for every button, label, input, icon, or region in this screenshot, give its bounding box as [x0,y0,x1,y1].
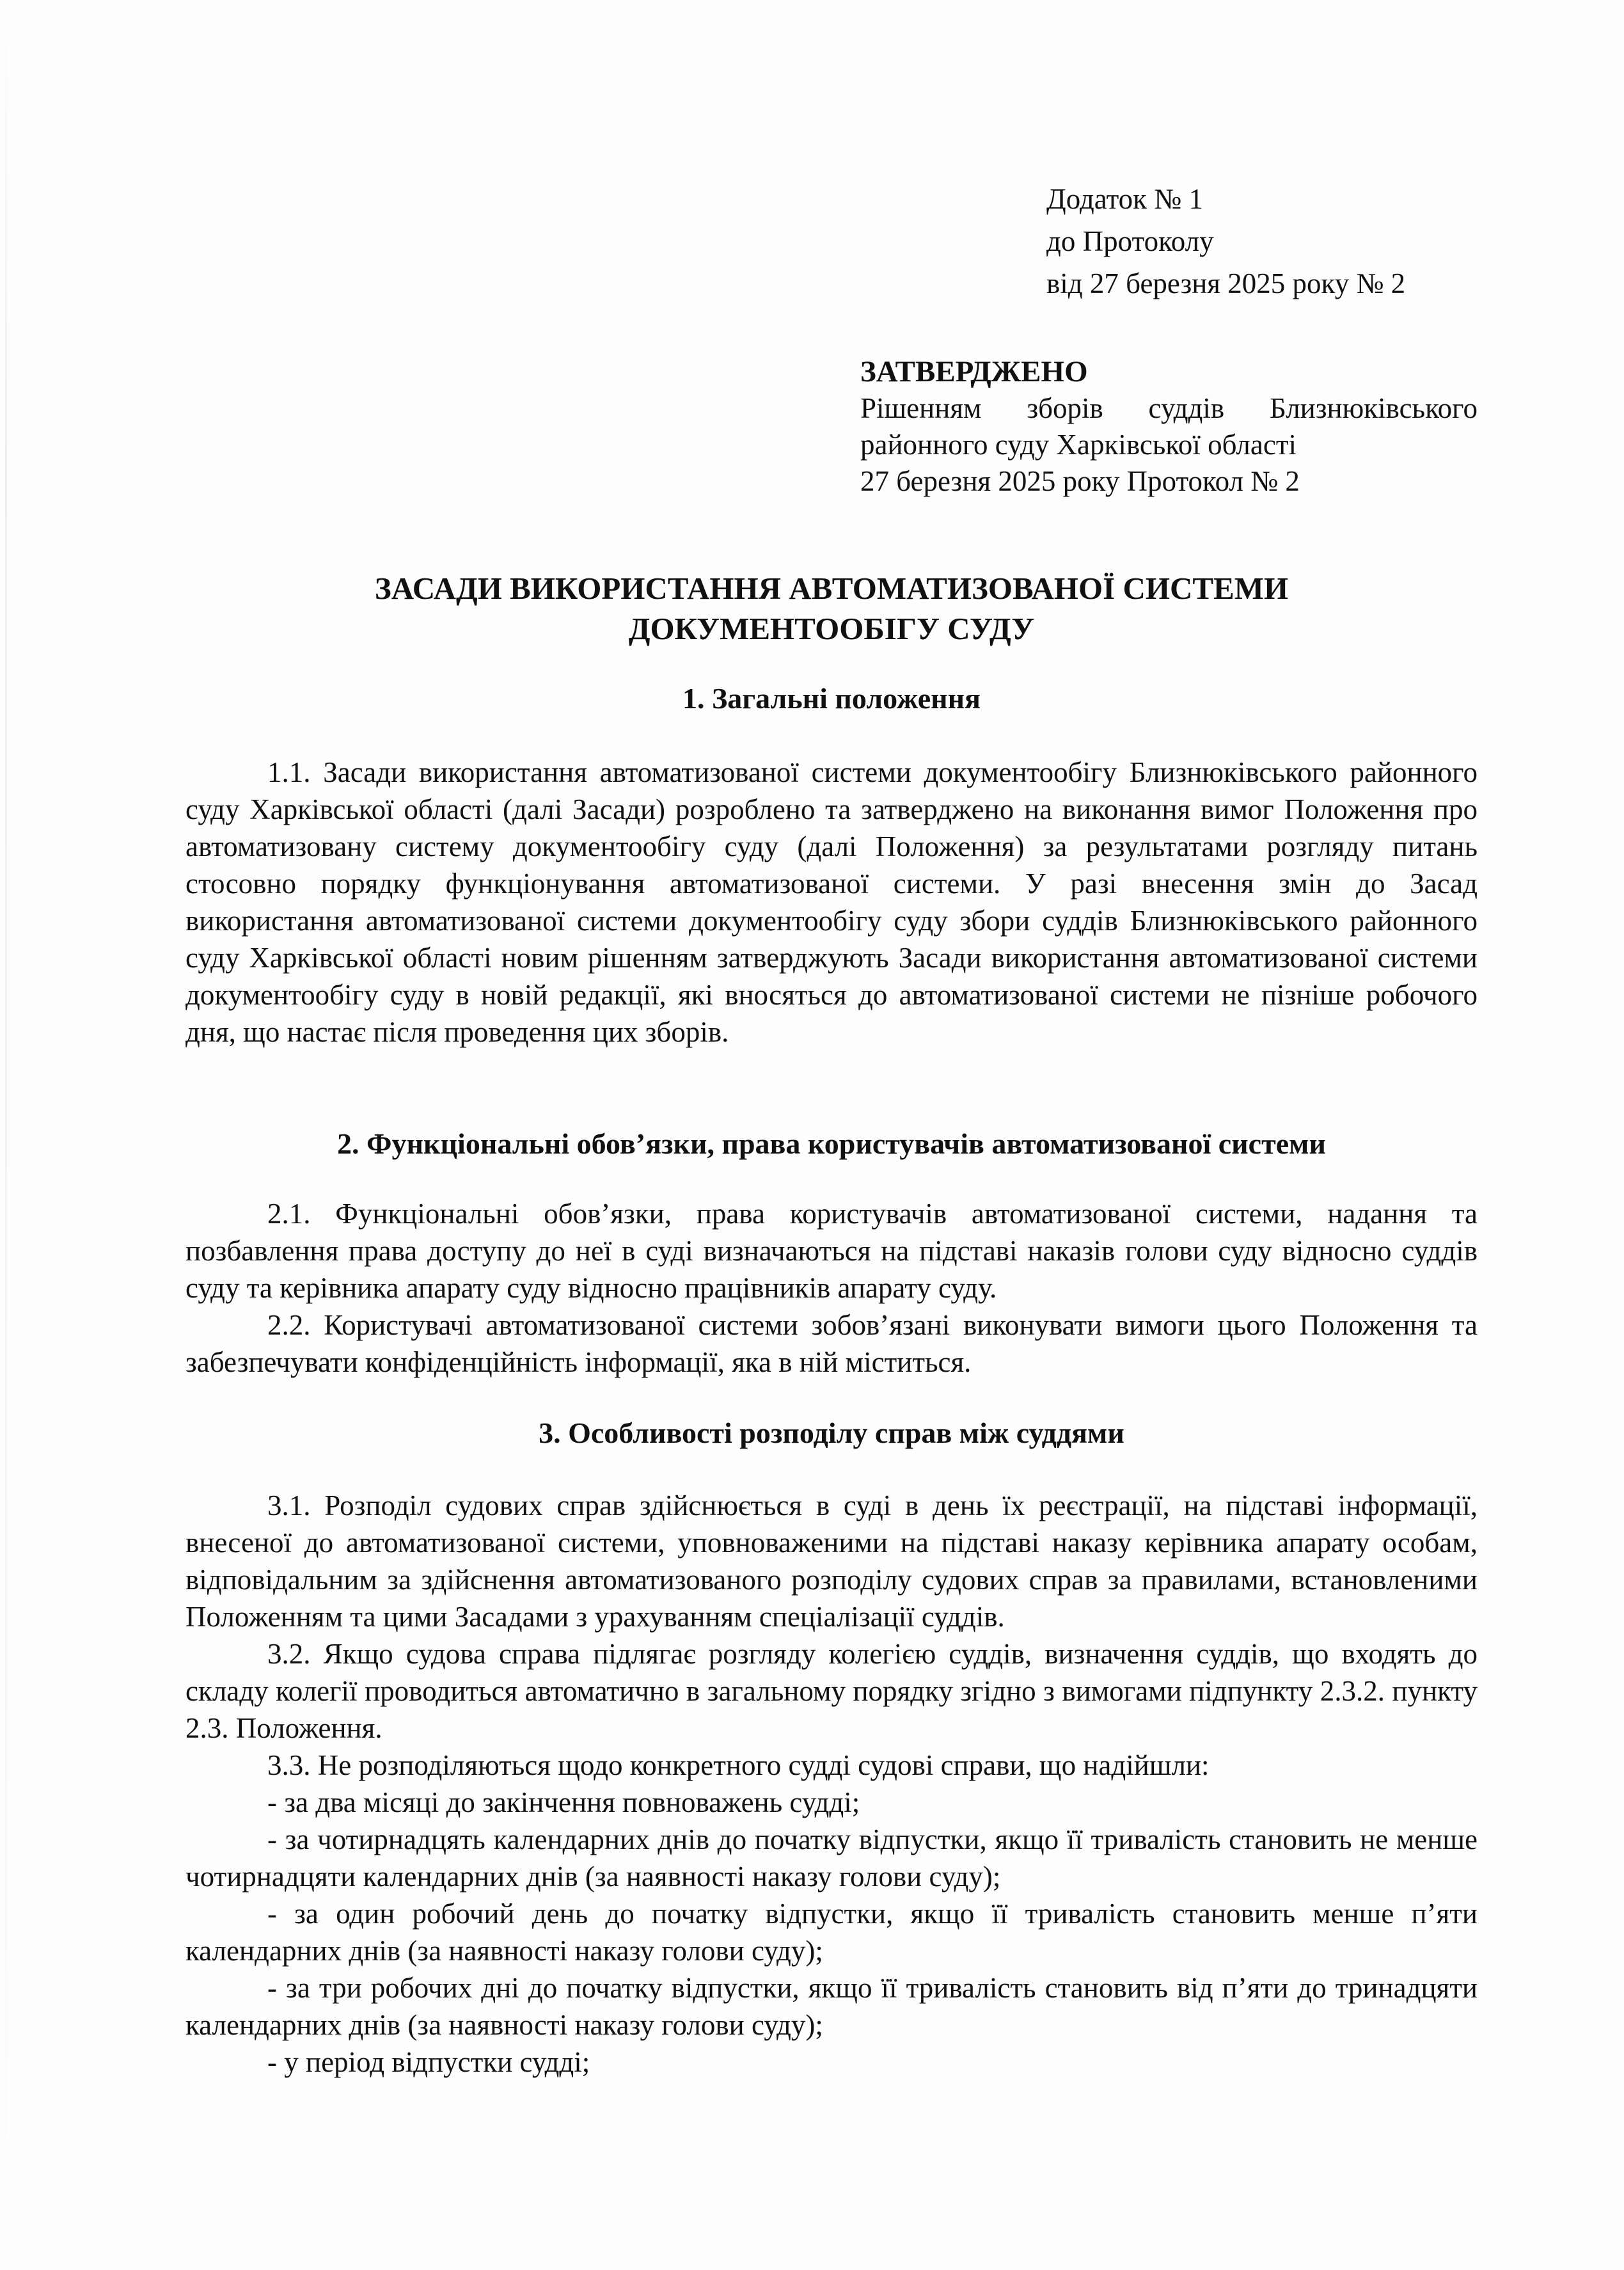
section-3-body [185,1487,1478,2081]
paragraph-3-1: 3.1. Розподіл судових справ здійснюється в суді в день їх реєстрації, на підставі інформації, внесеної до автоматизованої системи, уповноваженими на підставі наказу керівника апарату особам, відповідальним за здійснення автоматизованого розподілу судових справ за правилами, встановленими Положенням та цими Засадами з урахуванням спеціалізації суддів. [185,1489,1478,1633]
section-3-heading: 3. Особливості розподілу справ між суддями [539,1417,1124,1449]
list-item: - у період відпустки судді; [267,2046,590,2078]
section-2-body [185,1195,1478,1381]
list-item: - за чотирнадцять календарних днів до початку відпустки, якщо її тривалість становить не менше чотирнадцяти календарних днів (за наявності наказу голови суду); [185,1823,1478,1893]
paragraph-3-2: 3.2. Якщо судова справа підлягає розгляду колегією суддів, визначення суддів, що входять до складу колегії проводиться автоматично в загальному порядку згідно з вимогами підпункту 2.3.2. пункту 2.3. Положення. [185,1638,1478,1744]
section-1-body [185,754,1478,1051]
paragraph-2-2: 2.2. Користувачі автоматизованої системи зобов’язані виконувати вимоги цього Положення та забезпечувати конфіденційність інформації, яка в ній міститься. [185,1309,1478,1378]
document-title-line-1: ЗАСАДИ ВИКОРИСТАННЯ АВТОМАТИЗОВАНОЇ СИСТЕМИ [374,571,1289,606]
approval-line-2: районного суду Харківської області [860,429,1297,461]
list-item: - за один робочий день до початку відпустки, якщо її тривалість становить менше п’яти календарних днів (за наявності наказу голови суду); [185,1898,1478,1967]
document-title-line-2: ДОКУМЕНТООБІГУ СУДУ [628,611,1035,646]
appendix-line-3: від 27 березня 2025 року № 2 [1046,267,1406,299]
section-1-heading: 1. Загальні положення [682,682,981,715]
section-2-heading: 2. Функціональні обов’язки, права користувачів автоматизованої системи [337,1127,1326,1160]
appendix-line-1: Додаток № 1 [1046,183,1203,215]
approval-block [860,353,1478,500]
document-title [185,568,1478,649]
approval-line-1: Рішенням зборів суддів Близнюківського [860,392,1478,424]
paragraph-2-1: 2.1. Функціональні обов’язки, права користувачів автоматизованої системи, надання та позбавлення права доступу до неї в суді визначаються на підставі наказів голови суду відносно суддів суду та керівника апарату суду відносно працівників апарату суду. [185,1198,1478,1304]
approval-line-3: 27 березня 2025 року Протокол № 2 [860,465,1300,497]
scan-edge-shadow [5,0,7,2270]
list-item: - за три робочих дні до початку відпустки, якщо її тривалість становить від п’яти до тринадцяти календарних днів (за наявності наказу голови суду); [185,1972,1478,2041]
appendix-line-2: до Протоколу [1046,225,1214,257]
appendix-reference [1046,178,1405,305]
list-item: - за два місяці до закінчення повноважень судді; [267,1786,860,1818]
approval-heading: ЗАТВЕРДЖЕНО [860,355,1088,388]
paragraph-3-3: 3.3. Не розподіляються щодо конкретного судді судові справи, що надійшли: [267,1749,1210,1781]
paragraph-1-1: 1.1. Засади використання автоматизованої системи документообігу Близнюківського районного суду Харківської області (далі Засади) розроблено та затверджено на виконання вимог Положення про автоматизовану систему документообігу суду (далі Положення) за результатами розгляду питань стосовно порядку функціонування автоматизованої системи. У разі внесення змін до Засад використання автоматизованої системи документообігу суду збори суддів Близнюківського районного суду Харківської області новим рішенням затверджують Засади використання автоматизованої системи документообігу суду в новій редакції, які вносяться до автоматизованої системи не пізніше робочого дня, що настає після проведення цих зборів. [185,756,1478,1048]
